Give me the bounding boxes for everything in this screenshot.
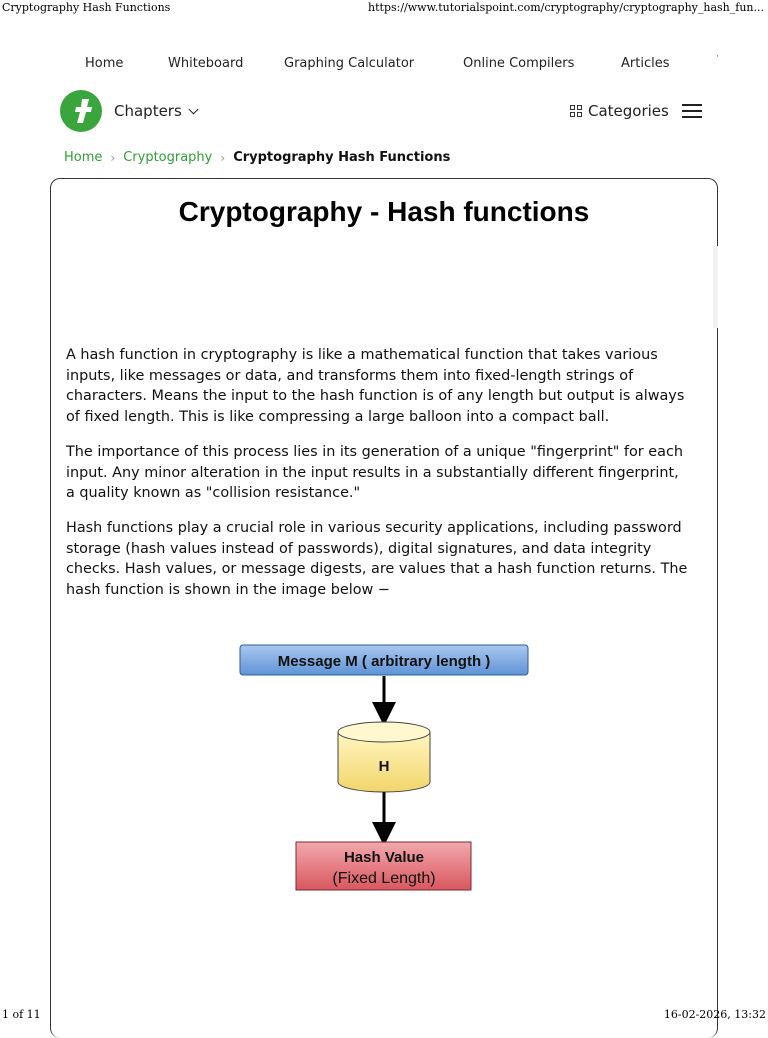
ad-placeholder xyxy=(713,246,718,328)
breadcrumb-current-page: Cryptography Hash Functions xyxy=(233,150,450,165)
hash-function-cylinder xyxy=(338,722,430,792)
paragraph-line: Hash functions play a crucial role in various security applications, including password xyxy=(66,518,702,539)
chevron-down-icon xyxy=(188,104,198,114)
chapters-dropdown[interactable] xyxy=(114,102,197,120)
paragraph-line: hash function is shown in the image below − xyxy=(66,580,702,601)
print-page-number: 1 of 11 xyxy=(2,1008,41,1021)
paragraph-line: checks. Hash values, or message digests, are values that a hash function returns. The xyxy=(66,559,702,580)
paragraph-line: input. Any minor alteration in the input results in a substantially different fingerprint, xyxy=(66,463,702,484)
article-paragraph-2 xyxy=(66,442,702,504)
hash-function-diagram xyxy=(236,640,536,900)
topnav-graphing-calculator-link[interactable]: Graphing Calculator xyxy=(284,56,414,71)
print-footer xyxy=(0,1008,768,1024)
hash-function-label: H xyxy=(379,758,390,775)
article-paragraph-1 xyxy=(66,345,702,427)
topnav-whiteboard-link[interactable]: Whiteboard xyxy=(168,56,243,71)
categories-label: Categories xyxy=(588,102,669,120)
hamburger-menu-icon[interactable] xyxy=(682,104,702,118)
article-title: Cryptography - Hash functions xyxy=(50,196,718,228)
article-card xyxy=(50,178,718,1038)
paragraph-line: A hash function in cryptography is like a mathematical function that takes various xyxy=(66,345,702,366)
print-datetime: 16-02-2026, 13:32 xyxy=(664,1008,766,1021)
topnav-more-indicator[interactable]: · xyxy=(716,52,719,62)
topnav-articles-link[interactable]: Articles xyxy=(621,56,669,71)
logo-t-glyph-icon xyxy=(60,90,102,132)
paragraph-line: The importance of this process lies in its generation of a unique "fingerprint" for each xyxy=(66,442,702,463)
paragraph-line: inputs, like messages or data, and transforms them into fixed-length strings of xyxy=(66,366,702,387)
main-navbar xyxy=(58,88,708,134)
breadcrumb xyxy=(64,150,450,165)
print-header xyxy=(0,0,768,16)
print-page-title: Cryptography Hash Functions xyxy=(2,1,170,14)
topnav-online-compilers-link[interactable]: Online Compilers xyxy=(463,56,574,71)
paragraph-line: characters. Means the input to the hash function is of any length but output is always xyxy=(66,386,702,407)
hash-value-sublabel: (Fixed Length) xyxy=(332,870,435,887)
article-paragraph-3 xyxy=(66,518,702,600)
hash-value-box xyxy=(296,842,471,890)
paragraph-line: storage (hash values instead of passwords), digital signatures, and data integrity xyxy=(66,539,702,560)
message-input-box xyxy=(240,645,528,675)
chapters-label: Chapters xyxy=(114,102,182,120)
breadcrumb-home-link[interactable]: Home xyxy=(64,150,102,165)
breadcrumb-separator-icon: › xyxy=(110,151,115,165)
tutorialspoint-logo[interactable] xyxy=(60,90,102,132)
print-page-url: https://www.tutorialspoint.com/cryptography/cryptography_hash_fun... xyxy=(368,1,764,14)
grid-icon xyxy=(570,105,582,117)
categories-button[interactable] xyxy=(570,102,669,120)
hash-value-label: Hash Value xyxy=(344,849,424,866)
breadcrumb-cryptography-link[interactable]: Cryptography xyxy=(123,150,212,165)
breadcrumb-separator-icon: › xyxy=(220,151,225,165)
topnav-home-link[interactable]: Home xyxy=(85,56,123,71)
top-navigation xyxy=(68,52,728,76)
paragraph-line: of fixed length. This is like compressing a large balloon into a compact ball. xyxy=(66,407,702,428)
message-input-label: Message M ( arbitrary length ) xyxy=(278,653,491,670)
paragraph-line: a quality known as "collision resistance." xyxy=(66,483,702,504)
